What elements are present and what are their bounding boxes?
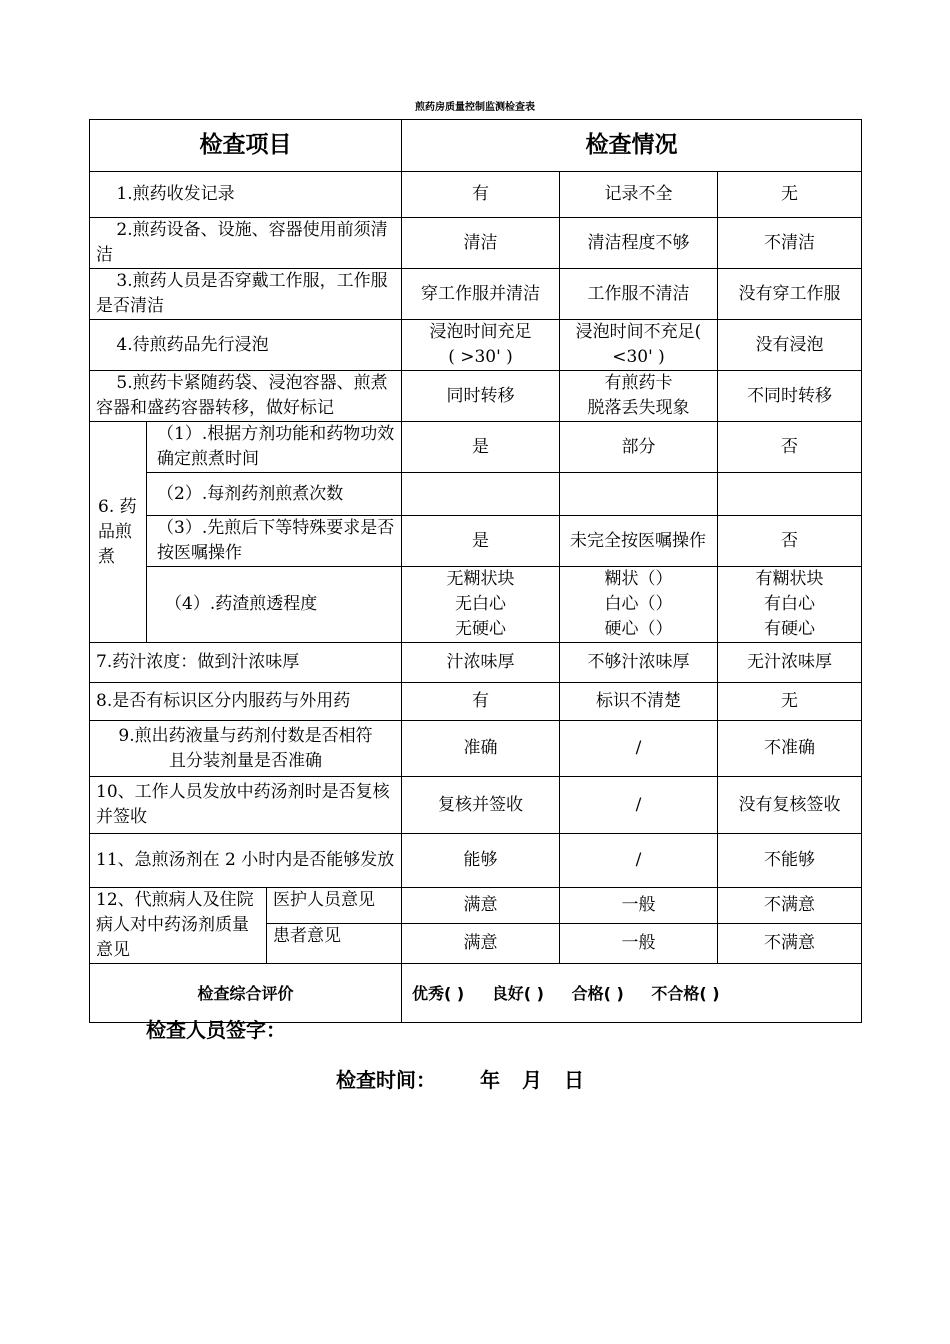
sub-item-cell: 患者意见 — [267, 924, 402, 964]
option-line: 有糊状块 — [755, 569, 824, 589]
evaluation-options — [402, 964, 862, 1023]
option-b-cell: 一般 — [560, 888, 718, 924]
option-line: 无糊状块 — [446, 569, 515, 589]
option-line: 有煎药卡 — [604, 373, 673, 393]
table-row — [90, 218, 862, 269]
option-line: <30' ) — [612, 347, 665, 367]
option-a-cell: 有 — [402, 683, 560, 721]
option-a-cell: 清洁 — [402, 218, 560, 269]
option-b-cell: 标识不清楚 — [560, 683, 718, 721]
table-row — [90, 320, 862, 371]
sub-item-cell: 医护人员意见 — [267, 888, 402, 924]
evaluation-option-fail[interactable]: 不合格( ) — [651, 983, 720, 1003]
option-c-cell: 否 — [718, 516, 862, 567]
option-line: 无硬心 — [455, 619, 506, 639]
option-line: 糊状（） — [604, 569, 673, 589]
option-a-cell: 同时转移 — [402, 371, 560, 422]
table-row — [90, 888, 862, 924]
option-a-cell: 是 — [402, 422, 560, 473]
option-b-cell: / — [560, 777, 718, 834]
option-a-cell: 汁浓味厚 — [402, 643, 560, 683]
option-c-cell: 没有复核签收 — [718, 777, 862, 834]
option-b-cell: 清洁程度不够 — [560, 218, 718, 269]
header-row — [90, 120, 862, 172]
table-row — [90, 269, 862, 320]
option-b-cell: / — [560, 721, 718, 777]
option-a-cell: 满意 — [402, 888, 560, 924]
item-cell: 2.煎药设备、设施、容器使用前须清洁 — [90, 218, 402, 269]
item-cell: 11、急煎汤剂在 2 小时内是否能够发放 — [90, 834, 402, 888]
option-c-cell: 不满意 — [718, 888, 862, 924]
option-b-cell: 记录不全 — [560, 172, 718, 218]
option-line: ( >30' ) — [448, 347, 513, 367]
table-row — [90, 422, 862, 473]
inspection-date — [336, 1064, 584, 1093]
sub-item-cell: （3）.先煎后下等特殊要求是否按医嘱操作 — [147, 516, 402, 567]
item-cell: 3.煎药人员是否穿戴工作服，工作服是否清洁 — [90, 269, 402, 320]
option-a-cell: 复核并签收 — [402, 777, 560, 834]
group-label-cell: 12、代煎病人及住院病人对中药汤剂质量意见 — [90, 888, 267, 964]
date-year: 年 — [480, 1068, 500, 1092]
option-b-cell: 不够汁浓味厚 — [560, 643, 718, 683]
date-label: 检查时间： — [336, 1068, 436, 1092]
option-c-cell: 不准确 — [718, 721, 862, 777]
item-cell — [90, 721, 402, 777]
option-b-cell — [560, 371, 718, 422]
date-day: 日 — [564, 1068, 584, 1092]
option-a-cell: 是 — [402, 516, 560, 567]
option-c-cell: 无 — [718, 172, 862, 218]
option-a-cell — [402, 320, 560, 371]
header-item: 检查项目 — [90, 120, 402, 172]
option-c-cell — [718, 567, 862, 643]
option-c-cell: 不满意 — [718, 924, 862, 964]
option-line: 白心（） — [604, 594, 673, 614]
table-row — [90, 516, 862, 567]
table-row — [90, 721, 862, 777]
option-c-cell: 没有穿工作服 — [718, 269, 862, 320]
option-c-cell: 不同时转移 — [718, 371, 862, 422]
option-c-cell: 不能够 — [718, 834, 862, 888]
option-c-cell — [718, 473, 862, 516]
option-b-cell — [560, 567, 718, 643]
option-a-cell — [402, 567, 560, 643]
option-b-cell — [560, 473, 718, 516]
option-line: 脱落丢失现象 — [587, 398, 690, 418]
option-a-cell — [402, 473, 560, 516]
option-b-cell: / — [560, 834, 718, 888]
table-row — [90, 172, 862, 218]
inspection-table — [89, 119, 862, 1023]
item-line: 且分装剂量是否准确 — [169, 750, 322, 771]
option-a-cell: 有 — [402, 172, 560, 218]
table-row — [90, 371, 862, 422]
header-status: 检查情况 — [402, 120, 862, 172]
option-b-cell: 未完全按医嘱操作 — [560, 516, 718, 567]
option-line: 浸泡时间不充足( — [575, 322, 702, 342]
option-line: 硬心（） — [604, 619, 673, 639]
item-cell: 10、工作人员发放中药汤剂时是否复核并签收 — [90, 777, 402, 834]
option-b-cell: 工作服不清洁 — [560, 269, 718, 320]
table-row — [90, 834, 862, 888]
option-c-cell: 无 — [718, 683, 862, 721]
sub-item-cell: （4）.药渣煎透程度 — [147, 567, 402, 643]
option-line: 浸泡时间充足 — [429, 322, 532, 342]
option-line: 有白心 — [764, 594, 815, 614]
option-a-cell: 准确 — [402, 721, 560, 777]
item-cell: 1.煎药收发记录 — [90, 172, 402, 218]
table-row — [90, 683, 862, 721]
option-c-cell: 无汁浓味厚 — [718, 643, 862, 683]
evaluation-option-pass[interactable]: 合格( ) — [571, 983, 624, 1003]
sub-item-cell: （1）.根据方剂功能和药物功效确定煎煮时间 — [147, 422, 402, 473]
option-line: 无白心 — [455, 594, 506, 614]
option-b-cell: 部分 — [560, 422, 718, 473]
signature-label: 检查人员签字： — [146, 1018, 286, 1042]
item-cell: 5.煎药卡紧随药袋、浸泡容器、煎煮容器和盛药容器转移，做好标记 — [90, 371, 402, 422]
table-row — [90, 567, 862, 643]
option-b-cell: 一般 — [560, 924, 718, 964]
option-c-cell: 没有浸泡 — [718, 320, 862, 371]
item-cell: 4.待煎药品先行浸泡 — [90, 320, 402, 371]
group-label-cell: 6. 药品煎煮 — [90, 422, 147, 643]
table-row — [90, 473, 862, 516]
evaluation-label: 检查综合评价 — [90, 964, 402, 1023]
date-month: 月 — [522, 1068, 542, 1092]
item-cell: 8.是否有标识区分内服药与外用药 — [90, 683, 402, 721]
table-row — [90, 643, 862, 683]
option-c-cell: 不清洁 — [718, 218, 862, 269]
option-b-cell — [560, 320, 718, 371]
option-a-cell: 穿工作服并清洁 — [402, 269, 560, 320]
evaluation-option-excellent[interactable]: 优秀( ) — [412, 983, 465, 1003]
table-row — [90, 777, 862, 834]
page-title: 煎药房质量控制监测检查表 — [415, 102, 535, 113]
option-c-cell: 否 — [718, 422, 862, 473]
item-cell: 7.药汁浓度：做到汁浓味厚 — [90, 643, 402, 683]
option-line: 有硬心 — [764, 619, 815, 639]
item-line: 9.煎出药液量与药剂付数是否相符 — [118, 725, 373, 746]
evaluation-option-good[interactable]: 良好( ) — [491, 983, 544, 1003]
option-a-cell: 能够 — [402, 834, 560, 888]
option-a-cell: 满意 — [402, 924, 560, 964]
sub-item-cell: （2）.每剂药剂煎煮次数 — [147, 473, 402, 516]
